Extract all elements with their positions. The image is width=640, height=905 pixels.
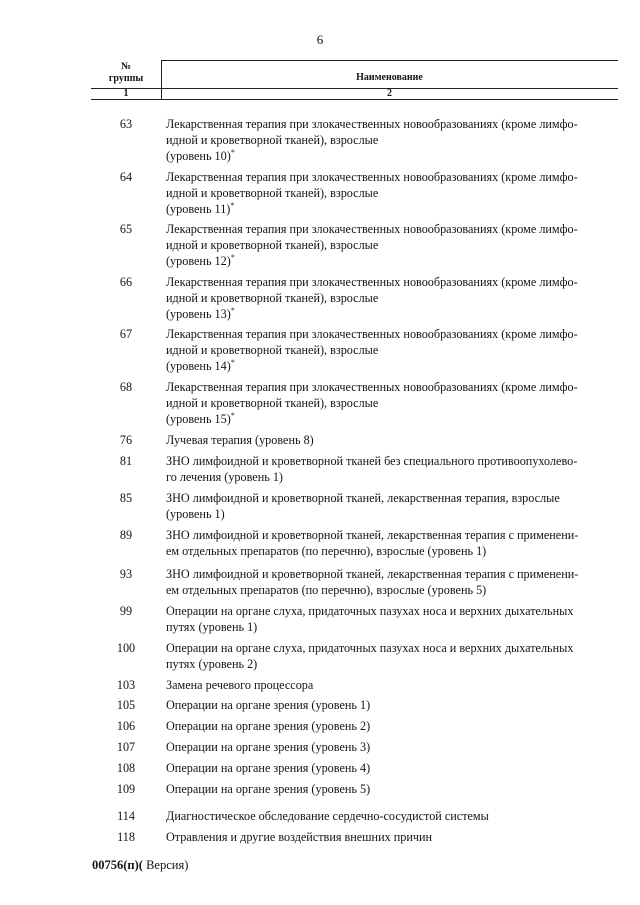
group-name-line: ем отдельных препаратов (по перечню), взрослые (уровень 1) xyxy=(166,544,487,558)
group-name xyxy=(166,566,626,598)
group-name-line: ЗНО лимфоидной и кроветворной тканей, лекарственная терапия с применени- xyxy=(166,567,579,581)
group-name-line: (уровень 10)* xyxy=(166,147,235,163)
group-name-line: идной и кроветворной тканей), взрослые xyxy=(166,291,379,305)
footnote-asterisk: * xyxy=(230,357,235,367)
footnote-asterisk: * xyxy=(230,305,235,315)
group-name-line: Операции на органе слуха, придаточных пазухах носа и верхних дыхательных xyxy=(166,641,574,655)
group-name-line: Лекарственная терапия при злокачественных новообразованиях (кроме лимфо- xyxy=(166,170,578,184)
group-number: 67 xyxy=(119,327,133,341)
group-name xyxy=(166,808,626,824)
group-name-line: Лучевая терапия (уровень 8) xyxy=(166,433,314,447)
document-footer xyxy=(92,858,188,873)
group-name-line: путях (уровень 1) xyxy=(166,620,258,634)
group-name-line: ем отдельных препаратов (по перечню), взрослые (уровень 5) xyxy=(166,583,487,597)
group-name xyxy=(166,677,626,693)
group-name-line: идной и кроветворной тканей), взрослые xyxy=(166,186,379,200)
group-name-line: Операции на органе зрения (уровень 3) xyxy=(166,740,371,754)
group-number: 63 xyxy=(119,117,133,131)
header-col2-index: 2 xyxy=(387,88,392,99)
group-number: 109 xyxy=(116,782,136,796)
group-name xyxy=(166,739,626,755)
group-name xyxy=(166,603,626,635)
group-name xyxy=(166,697,626,713)
header-name-label: Наименование xyxy=(356,72,423,83)
group-number: 81 xyxy=(119,454,133,468)
footer-version: Версия) xyxy=(142,858,189,872)
group-name-line: Лекарственная терапия при злокачественных новообразованиях (кроме лимфо- xyxy=(166,117,578,131)
group-name xyxy=(166,760,626,776)
group-name xyxy=(166,432,626,448)
group-name-line: Замена речевого процессора xyxy=(166,678,314,692)
group-name-line: идной и кроветворной тканей), взрослые xyxy=(166,133,379,147)
header-top-rule xyxy=(161,60,618,61)
group-number: 66 xyxy=(119,275,133,289)
group-name-line: путях (уровень 2) xyxy=(166,657,258,671)
group-number: 85 xyxy=(119,491,133,505)
header-number-sign: № xyxy=(120,61,132,72)
group-name-line: идной и кроветворной тканей), взрослые xyxy=(166,238,379,252)
group-name xyxy=(166,829,626,845)
page-number: 6 xyxy=(316,32,324,47)
group-name xyxy=(166,490,626,522)
footnote-asterisk: * xyxy=(230,147,235,157)
group-number: 89 xyxy=(119,528,133,542)
group-name-line: ЗНО лимфоидной и кроветворной тканей, лекарственная терапия с применени- xyxy=(166,528,579,542)
group-name xyxy=(166,274,626,322)
header-col1-index: 1 xyxy=(123,88,129,99)
group-number: 100 xyxy=(116,641,136,655)
group-name xyxy=(166,116,626,164)
group-number: 105 xyxy=(116,698,136,712)
footnote-asterisk: * xyxy=(230,200,235,210)
group-name-line: Лекарственная терапия при злокачественных новообразованиях (кроме лимфо- xyxy=(166,222,578,236)
group-number: 107 xyxy=(116,740,136,754)
group-name-line: Операции на органе зрения (уровень 2) xyxy=(166,719,371,733)
group-name-line: Операции на органе зрения (уровень 1) xyxy=(166,698,371,712)
group-name xyxy=(166,640,626,672)
group-name-line: Отравления и другие воздействия внешних причин xyxy=(166,830,433,844)
table-header xyxy=(91,60,618,100)
group-name-line: ЗНО лимфоидной и кроветворной тканей без специального противоопухолево- xyxy=(166,454,578,468)
group-number: 99 xyxy=(119,604,133,618)
group-name-line: Операции на органе слуха, придаточных пазухах носа и верхних дыхательных xyxy=(166,604,574,618)
group-name xyxy=(166,221,626,269)
group-name-line: (уровень 12)* xyxy=(166,252,235,268)
group-name xyxy=(166,169,626,217)
footnote-asterisk: * xyxy=(230,252,235,262)
header-bottom-rule xyxy=(91,99,618,100)
group-name-line: Операции на органе зрения (уровень 4) xyxy=(166,761,371,775)
group-number: 118 xyxy=(117,830,135,844)
footer-code: 00756(п)( xyxy=(92,858,143,872)
header-group-label: группы xyxy=(108,73,144,84)
group-name-line: (уровень 11)* xyxy=(166,200,235,216)
group-name-line: Лекарственная терапия при злокачественных новообразованиях (кроме лимфо- xyxy=(166,275,578,289)
group-name xyxy=(166,781,626,797)
group-name-line: идной и кроветворной тканей), взрослые xyxy=(166,396,379,410)
group-name-line: (уровень 1) xyxy=(166,507,225,521)
group-number: 108 xyxy=(116,761,136,775)
group-name xyxy=(166,379,626,427)
group-name-line: ЗНО лимфоидной и кроветворной тканей, лекарственная терапия, взрослые xyxy=(166,491,560,505)
group-name xyxy=(166,527,626,559)
group-number: 68 xyxy=(119,380,133,394)
group-name-line: Операции на органе зрения (уровень 5) xyxy=(166,782,371,796)
group-name-line: Лекарственная терапия при злокачественных новообразованиях (кроме лимфо- xyxy=(166,380,578,394)
group-number: 103 xyxy=(116,678,136,692)
group-name-line: идной и кроветворной тканей), взрослые xyxy=(166,343,379,357)
group-number: 64 xyxy=(119,170,133,184)
group-name-line: го лечения (уровень 1) xyxy=(166,470,283,484)
group-number: 106 xyxy=(116,719,136,733)
group-name-line: (уровень 15)* xyxy=(166,410,235,426)
group-name xyxy=(166,326,626,374)
group-number: 93 xyxy=(119,567,133,581)
group-number: 114 xyxy=(117,809,135,823)
group-name-line: (уровень 13)* xyxy=(166,305,235,321)
group-name-line: Лекарственная терапия при злокачественных новообразованиях (кроме лимфо- xyxy=(166,327,578,341)
group-name-line: Диагностическое обследование сердечно-сосудистой системы xyxy=(166,809,489,823)
group-name xyxy=(166,453,626,485)
group-name xyxy=(166,718,626,734)
footnote-asterisk: * xyxy=(230,410,235,420)
group-number: 76 xyxy=(119,433,133,447)
group-name-line: (уровень 14)* xyxy=(166,357,235,373)
group-number: 65 xyxy=(119,222,133,236)
